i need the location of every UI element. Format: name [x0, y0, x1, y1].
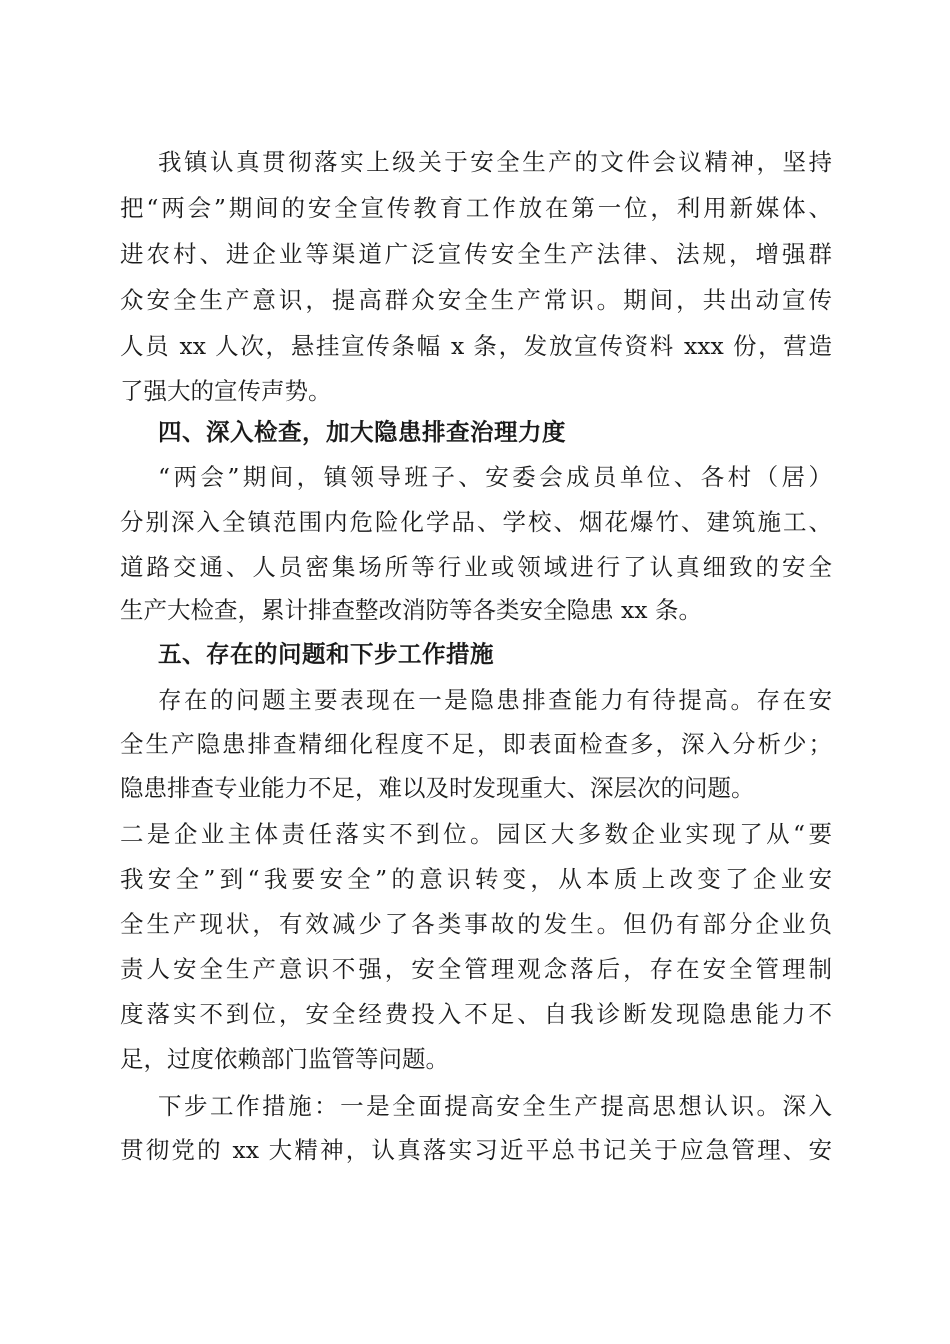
section-heading-5: 五、存在的问题和下步工作措施	[158, 640, 494, 668]
paragraph-line: 下步工作措施：一是全面提高安全生产提高思想认识。深入	[158, 1092, 832, 1120]
paragraph-line: 了强大的宣传声势。	[120, 377, 332, 405]
paragraph-line: 进农村、进企业等渠道广泛宣传安全生产法律、法规，增强群	[120, 240, 832, 268]
section-heading-4: 四、深入检查，加大隐患排查治理力度	[158, 418, 566, 446]
paragraph-line: 生产大检查，累计排查整改消防等各类安全隐患 xx 条。	[120, 596, 702, 624]
paragraph-line: 度落实不到位，安全经费投入不足、自我诊断发现隐患能力不	[120, 1000, 832, 1028]
paragraph-line: 人员 xx 人次，悬挂宣传条幅 x 条，发放宣传资料 xxx 份，营造	[120, 332, 832, 360]
paragraph-line: 隐患排查专业能力不足，难以及时发现重大、深层次的问题。	[120, 774, 755, 802]
paragraph-line: 足，过度依赖部门监管等问题。	[120, 1045, 449, 1073]
paragraph-line: 责人安全生产意识不强，安全管理观念落后，存在安全管理制	[120, 955, 832, 983]
paragraph-line: 众安全生产意识，提高群众安全生产常识。期间，共出动宣传	[120, 286, 832, 314]
paragraph-line: 我镇认真贯彻落实上级关于安全生产的文件会议精神，坚持	[158, 148, 832, 176]
paragraph-line: 存在的问题主要表现在一是隐患排查能力有待提高。存在安	[158, 686, 832, 714]
paragraph-line: 道路交通、人员密集场所等行业或领域进行了认真细致的安全	[120, 553, 832, 581]
paragraph-line: 全生产现状，有效减少了各类事故的发生。但仍有部分企业负	[120, 910, 832, 938]
paragraph-line: 全生产隐患排查精细化程度不足，即表面检查多，深入分析少；	[120, 730, 832, 758]
paragraph-line: 贯彻党的 xx 大精神，认真落实习近平总书记关于应急管理、安	[120, 1136, 832, 1164]
paragraph-line: 二是企业主体责任落实不到位。园区大多数企业实现了从“要	[120, 820, 832, 848]
paragraph-line: 把“两会”期间的安全宣传教育工作放在第一位，利用新媒体、	[120, 194, 832, 222]
paragraph-line: “两会”期间，镇领导班子、安委会成员单位、各村（居）	[158, 463, 832, 491]
paragraph-line: 我安全”到“我要安全”的意识转变，从本质上改变了企业安	[120, 865, 832, 893]
paragraph-line: 分别深入全镇范围内危险化学品、学校、烟花爆竹、建筑施工、	[120, 508, 832, 536]
